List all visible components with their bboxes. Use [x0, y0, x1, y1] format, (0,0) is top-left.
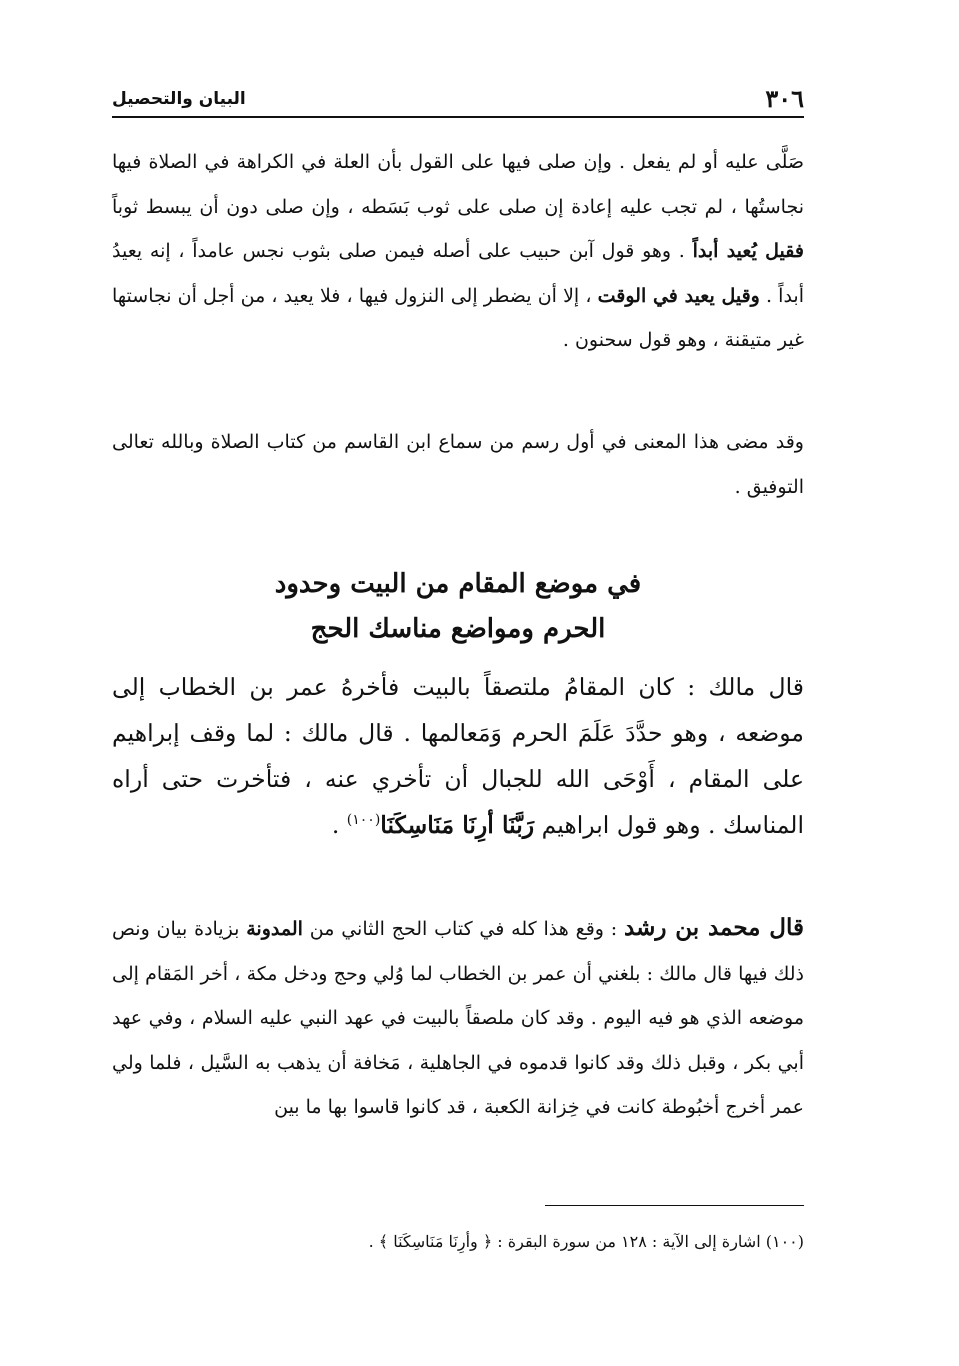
text-run: قال مالك : كان المقامُ ملتصقاً بالبيت فأخرهُ عمر بن الخطاب إلى موضعه ، وهو حدَّدَ عَلَمَ الحرم وَمَعالمها . قال مالك : لما وقف إبراهيم على المقام ، أَوْحَى الله للجبال أن تأخري عنه ، فتأخرت حتى أراه المناسك . وهو قول ابراهيم: [112, 673, 804, 839]
paragraph-prayer-ruling: [112, 140, 804, 363]
malik-quote-section: [112, 664, 804, 848]
footnote-reference[interactable]: (١٠٠): [346, 812, 381, 829]
section-heading-line-2: الحرم ومواضع مناسك الحج: [310, 614, 606, 644]
section-heading-line-1: في موضع المقام من البيت وحدود: [274, 569, 642, 599]
text-run: ، إلا أن يضطر إلى النزول فيها ، فلا يعيد ، من أجل أن نجاستها غير متيقنة ، وهو قول سحنون .: [112, 284, 804, 351]
text-run: .: [331, 811, 347, 839]
bold-book-mudawwana: المدونة: [246, 918, 303, 940]
text-run: بزيادة بيان ونص ذلك فيها قال مالك : بلغني أن عمر بن الخطاب لما وُلي وحج ودخل مكة ، أخر المَقام إلى موضعه الذي هو فيه اليوم . وقد كان ملصقاً بالبيت في عهد النبي عليه السلام ، وفي عهد أبي بكر ، وقبل ذلك وقد كانوا قدموه في الجاهلية ، مَخافة أن يذهب به السَّيل ، فلما ولي عمر أخرج أخبُوطة كانت في خِزانة الكعبة ، قد كانوا قاسوا بها ما بين: [112, 918, 804, 1118]
paragraph-cross-reference: وقد مضى هذا المعنى في أول رسم من سماع ابن القاسم من كتاب الصلاة وبالله تعالى التوفيق .: [112, 431, 804, 498]
text-run: صَلَّى عليه أو لم يفعل . وإن صلى فيها على القول بأن العلة في الكراهة في الصلاة فيها نجاستُها ، لم تجب عليه إعادة إن صلى على ثوب بَسَطه ، وإن صلى دون أن يبسط ثوباً: [112, 151, 804, 218]
text-run: . وهو قول آبن حبيب على أصله فيمن صلى بثوب نجس عامداً ، إنه يعيدُ أبداً .: [112, 240, 804, 307]
bold-speaker-ibn-rushd: قال محمد بن رشد: [624, 914, 804, 941]
bold-ruling-repeat-always: فقيل يُعيد أبداً: [692, 240, 804, 262]
page-header: [112, 82, 804, 118]
paragraph-malik-quote: [112, 664, 804, 848]
ibn-rushd-section: [112, 906, 804, 1130]
running-title: البيان والتحصيل: [112, 89, 246, 109]
quranic-verse: رَبَّنَا أرِنَا مَنَاسِكَنَا: [380, 811, 535, 839]
closing-section: [112, 420, 804, 509]
page-number: ٣٠٦: [765, 84, 804, 113]
bold-ruling-repeat-in-time: وقيل يعيد في الوقت: [597, 284, 760, 307]
text-run: : وقع هذا كله في كتاب الحج الثاني من: [302, 918, 625, 940]
section-heading: [112, 562, 804, 652]
paragraph-ibn-rushd: [112, 906, 804, 1130]
footnote: (١٠٠) اشارة إلى الآية : ١٢٨ من سورة البقرة : ﴿ وأرِنَا مَنَاسِكَنَا ﴾ .: [368, 1232, 804, 1251]
commentary-section: [112, 140, 804, 363]
footnote-divider: [545, 1205, 804, 1206]
